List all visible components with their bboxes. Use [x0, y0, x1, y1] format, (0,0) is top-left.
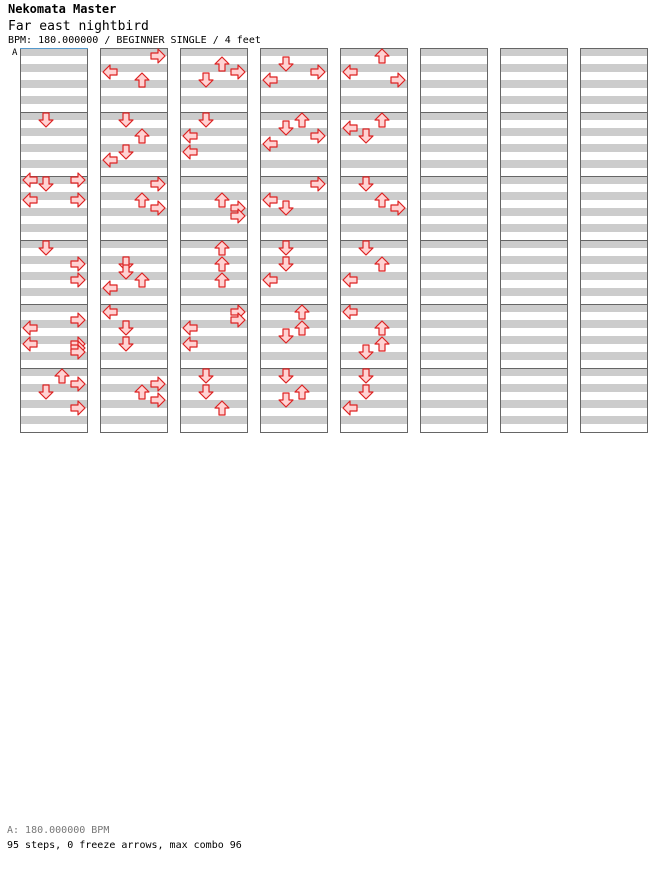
- beat-band: [580, 192, 648, 200]
- beat-band: [580, 96, 648, 104]
- beat-band: [420, 272, 488, 280]
- beat-band: [100, 256, 168, 264]
- beat-band: [20, 160, 88, 168]
- beat-band: [580, 384, 648, 392]
- beat-band: [420, 416, 488, 424]
- beat-band: [500, 80, 568, 88]
- beat-band: [500, 384, 568, 392]
- beat-band: [500, 352, 568, 360]
- beat-band: [260, 384, 328, 392]
- beat-band: [100, 80, 168, 88]
- beat-band: [420, 240, 488, 248]
- beat-band: [580, 208, 648, 216]
- beat-band: [260, 320, 328, 328]
- beat-band: [420, 304, 488, 312]
- beat-band: [340, 176, 408, 184]
- beat-band: [20, 144, 88, 152]
- beat-band: [20, 288, 88, 296]
- beat-band: [420, 208, 488, 216]
- beat-band: [180, 416, 248, 424]
- beat-band: [260, 96, 328, 104]
- beat-band: [420, 288, 488, 296]
- beat-band: [580, 176, 648, 184]
- beat-band: [180, 80, 248, 88]
- beat-band: [180, 192, 248, 200]
- beat-band: [500, 160, 568, 168]
- beat-band: [180, 272, 248, 280]
- chart-column: [340, 48, 408, 433]
- beat-band: [420, 96, 488, 104]
- beat-band: [340, 288, 408, 296]
- beat-band: [420, 112, 488, 120]
- beat-band: [500, 288, 568, 296]
- bpm-marker-label: A: [12, 48, 18, 58]
- beat-band: [100, 240, 168, 248]
- beat-band: [20, 304, 88, 312]
- beat-band: [500, 400, 568, 408]
- beat-band: [20, 64, 88, 72]
- beat-band: [420, 368, 488, 376]
- beat-band: [100, 352, 168, 360]
- beat-band: [180, 112, 248, 120]
- beat-band: [500, 128, 568, 136]
- beat-band: [180, 48, 248, 56]
- beat-band: [340, 144, 408, 152]
- beat-band: [340, 240, 408, 248]
- beat-band: [580, 160, 648, 168]
- beat-band: [580, 288, 648, 296]
- beat-band: [420, 48, 488, 56]
- beat-band: [500, 112, 568, 120]
- right-arrow: [71, 173, 85, 187]
- beat-band: [260, 160, 328, 168]
- beat-band: [500, 64, 568, 72]
- beat-band: [420, 400, 488, 408]
- beat-band: [20, 208, 88, 216]
- beat-band: [420, 384, 488, 392]
- beat-band: [340, 416, 408, 424]
- beat-band: [20, 112, 88, 120]
- beat-band: [180, 352, 248, 360]
- beat-band: [580, 128, 648, 136]
- beat-band: [100, 416, 168, 424]
- beat-band: [340, 368, 408, 376]
- chart-column: [500, 48, 568, 433]
- beat-band: [500, 368, 568, 376]
- beat-band: [420, 128, 488, 136]
- beat-band: [180, 240, 248, 248]
- beat-band: [20, 96, 88, 104]
- beat-band: [20, 80, 88, 88]
- song-title: Far east nightbird: [8, 19, 149, 34]
- beat-band: [340, 256, 408, 264]
- beat-band: [260, 288, 328, 296]
- beat-band: [580, 320, 648, 328]
- beat-band: [420, 64, 488, 72]
- beat-band: [580, 304, 648, 312]
- beat-band: [340, 160, 408, 168]
- beat-band: [20, 240, 88, 248]
- beat-band: [100, 368, 168, 376]
- beat-band: [180, 176, 248, 184]
- beat-band: [420, 224, 488, 232]
- beat-band: [500, 272, 568, 280]
- beat-band: [580, 400, 648, 408]
- beat-band: [340, 352, 408, 360]
- beat-band: [180, 256, 248, 264]
- beat-band: [260, 352, 328, 360]
- beat-band: [580, 272, 648, 280]
- beat-band: [260, 416, 328, 424]
- beat-band: [340, 384, 408, 392]
- beat-band: [20, 224, 88, 232]
- beat-band: [340, 224, 408, 232]
- beat-band: [580, 240, 648, 248]
- beat-band: [20, 368, 88, 376]
- beat-band: [500, 416, 568, 424]
- beat-band: [420, 320, 488, 328]
- beat-band: [100, 128, 168, 136]
- beat-band: [180, 384, 248, 392]
- left-arrow: [23, 173, 37, 187]
- beat-band: [420, 256, 488, 264]
- beat-band: [580, 368, 648, 376]
- artist-name: Nekomata Master: [8, 2, 117, 16]
- beat-band: [420, 352, 488, 360]
- beat-band: [500, 224, 568, 232]
- chart-info: BPM: 180.000000 / BEGINNER SINGLE / 4 feet: [8, 35, 261, 46]
- beat-band: [260, 336, 328, 344]
- beat-band: [500, 336, 568, 344]
- beat-band: [260, 256, 328, 264]
- beat-band: [500, 304, 568, 312]
- beat-band: [20, 128, 88, 136]
- beat-band: [180, 96, 248, 104]
- beat-band: [340, 320, 408, 328]
- beat-band: [340, 112, 408, 120]
- beat-band: [260, 112, 328, 120]
- beat-band: [100, 320, 168, 328]
- chart-column: [180, 48, 248, 433]
- beat-band: [500, 48, 568, 56]
- beat-band: [180, 288, 248, 296]
- beat-band: [420, 176, 488, 184]
- beat-band: [500, 320, 568, 328]
- chart-column: [420, 48, 488, 433]
- beat-band: [180, 368, 248, 376]
- beat-band: [100, 336, 168, 344]
- footer-steps: 95 steps, 0 freeze arrows, max combo 96: [7, 840, 242, 851]
- beat-band: [500, 208, 568, 216]
- beat-band: [260, 48, 328, 56]
- beat-band: [500, 144, 568, 152]
- beat-band: [20, 416, 88, 424]
- beat-band: [580, 256, 648, 264]
- chart-column: [100, 48, 168, 433]
- beat-band: [580, 80, 648, 88]
- chart-column: [260, 48, 328, 433]
- beat-band: [580, 416, 648, 424]
- chart-column: [20, 48, 88, 433]
- beat-band: [340, 96, 408, 104]
- chart-column: [580, 48, 648, 433]
- beat-band: [580, 336, 648, 344]
- beat-band: [180, 160, 248, 168]
- beat-band: [580, 144, 648, 152]
- beat-band: [420, 160, 488, 168]
- beat-band: [340, 336, 408, 344]
- beat-band: [420, 192, 488, 200]
- beat-band: [500, 256, 568, 264]
- beat-band: [420, 80, 488, 88]
- beat-band: [100, 112, 168, 120]
- beat-band: [260, 368, 328, 376]
- beat-band: [260, 240, 328, 248]
- beat-band: [580, 224, 648, 232]
- beat-band: [180, 400, 248, 408]
- beat-band: [100, 272, 168, 280]
- beat-band: [580, 48, 648, 56]
- beat-band: [420, 336, 488, 344]
- beat-band: [580, 352, 648, 360]
- beat-band: [500, 96, 568, 104]
- beat-band: [500, 192, 568, 200]
- beat-band: [100, 224, 168, 232]
- beat-band: [180, 224, 248, 232]
- beat-band: [340, 48, 408, 56]
- beat-band: [100, 96, 168, 104]
- beat-band: [100, 192, 168, 200]
- beat-band: [580, 64, 648, 72]
- beat-band: [500, 176, 568, 184]
- beat-band: [260, 208, 328, 216]
- beat-band: [500, 240, 568, 248]
- beat-band: [20, 48, 88, 56]
- beat-band: [420, 144, 488, 152]
- bpm-change-line: [20, 48, 88, 49]
- beat-band: [260, 224, 328, 232]
- beat-band: [580, 112, 648, 120]
- footer-bpm: A: 180.000000 BPM: [7, 825, 110, 836]
- beat-band: [340, 192, 408, 200]
- beat-band: [260, 400, 328, 408]
- beat-band: [260, 304, 328, 312]
- beat-band: [100, 144, 168, 152]
